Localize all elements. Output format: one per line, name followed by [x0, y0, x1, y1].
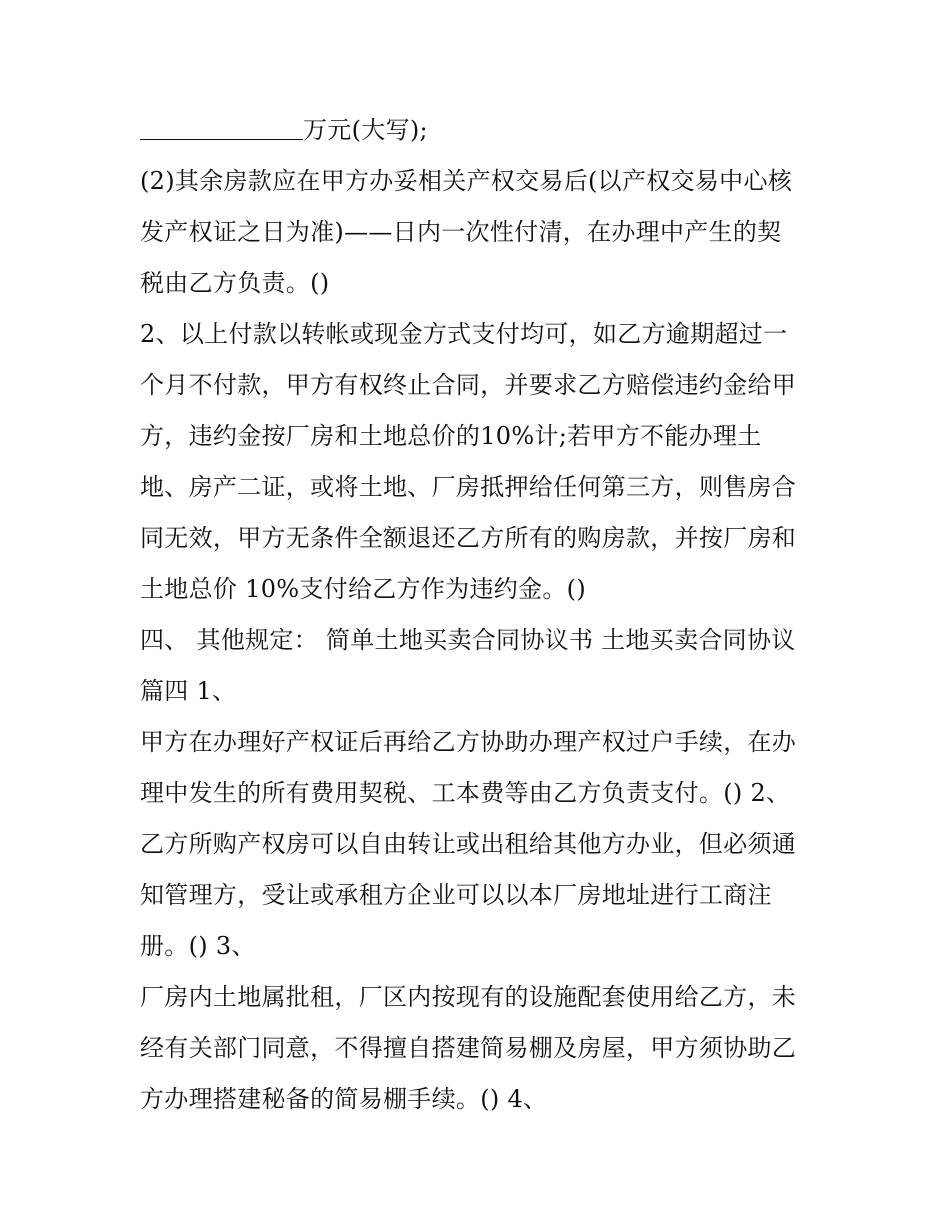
text-line: 2、以上付款以转帐或现金方式支付均可，如乙方逾期超过一 [140, 320, 788, 348]
text-line: 方，违约金按厂房和土地总价的10%计;若甲方不能办理土 [140, 422, 762, 450]
text-line: 篇四 1、 [140, 677, 237, 705]
text-line: 乙方所购产权房可以自由转让或出租给其他方办业，但必须通 [140, 830, 797, 858]
text-line: 土地总价 10%支付给乙方作为违约金。() [140, 575, 586, 603]
section-heading-line: 四、 其他规定： 简单土地买卖合同协议书 土地买卖合同协议 [140, 626, 796, 654]
text-line: 发产权证之日为准)——日内一次性付清，在办理中产生的契 [140, 218, 782, 246]
text-line: 理中发生的所有费用契税、工本费等由乙方负责支付。() 2、 [140, 779, 791, 807]
text-line: 方办理搭建秘备的简易棚手续。() 4、 [140, 1085, 548, 1113]
amount-unit-text: 万元(大写); [303, 116, 428, 144]
text-line: 甲方在办理好产权证后再给乙方协助办理产权过户手续，在办 [140, 728, 797, 756]
fill-in-blank [140, 117, 303, 140]
text-line-amount [140, 105, 830, 156]
text-line: 个月不付款，甲方有权终止合同，并要求乙方赔偿违约金给甲 [140, 371, 797, 399]
text-line: 知管理方，受让或承租方企业可以以本厂房地址进行工商注 [140, 881, 772, 909]
text-line: 地、房产二证，或将土地、厂房抵押给任何第三方，则售房合 [140, 473, 797, 501]
text-line: 册。() 3、 [140, 932, 256, 960]
text-line: 税由乙方负责。() [140, 269, 330, 297]
contract-body-text [140, 105, 830, 1125]
text-line: (2)其余房款应在甲方办妥相关产权交易后(以产权交易中心核 [140, 167, 793, 195]
text-line: 经有关部门同意，不得擅自搭建简易棚及房屋，甲方须协助乙 [140, 1034, 797, 1062]
text-line: 同无效，甲方无条件全额退还乙方所有的购房款，并按厂房和 [140, 524, 797, 552]
text-line: 厂房内土地属批租，厂区内按现有的设施配套使用给乙方，未 [140, 983, 797, 1011]
